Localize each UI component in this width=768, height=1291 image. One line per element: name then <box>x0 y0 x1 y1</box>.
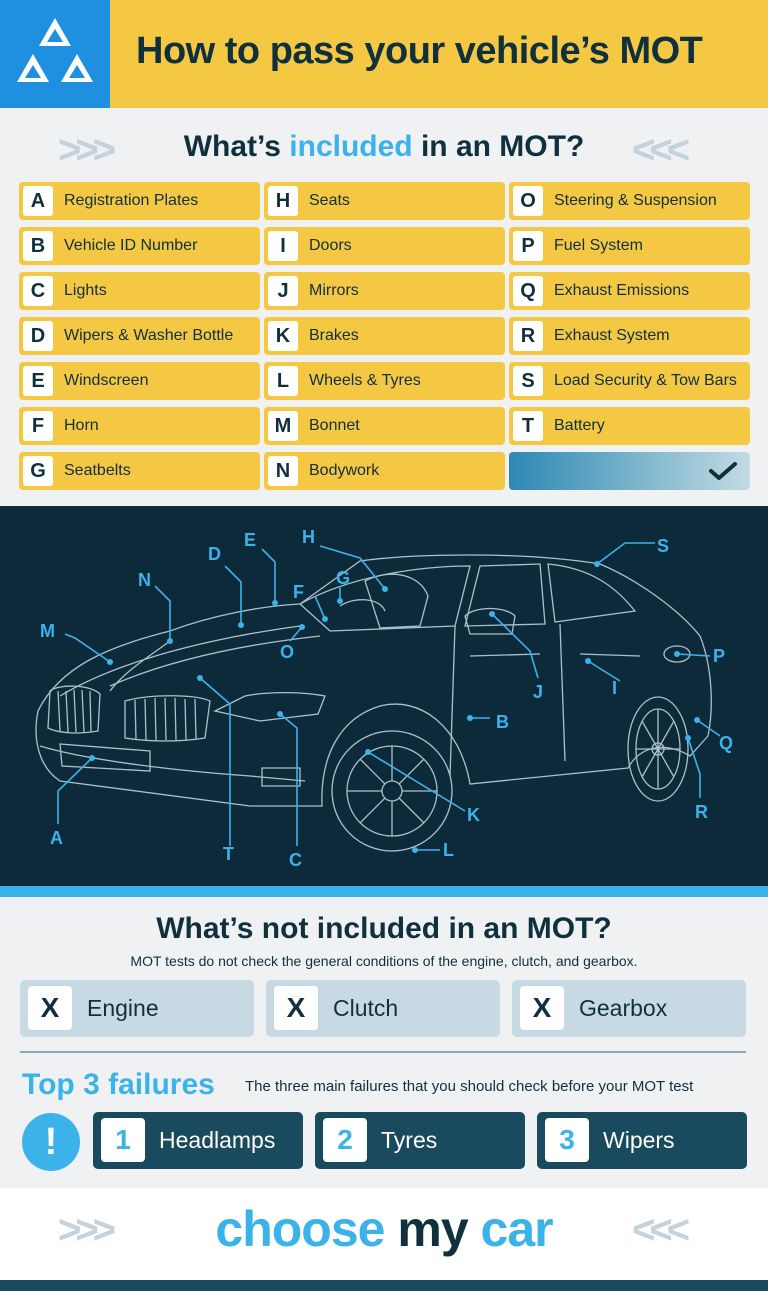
item-label: Horn <box>64 417 99 434</box>
item-label: Fuel System <box>554 237 643 254</box>
checkmark-icon <box>708 461 738 481</box>
included-item <box>19 317 260 355</box>
failure-item <box>93 1112 303 1169</box>
page-title: How to pass your vehicle’s MOT <box>136 30 703 72</box>
car-diagram <box>0 506 768 886</box>
item-label: Bonnet <box>309 417 360 434</box>
chevrons-left-icon: <<< <box>632 128 685 172</box>
diagram-label-o: O <box>280 642 295 662</box>
included-title-pre: What’s <box>183 130 290 163</box>
item-label: Bodywork <box>309 462 380 479</box>
item-letter: A <box>23 186 53 216</box>
item-letter: P <box>513 231 543 261</box>
not-included-label: Clutch <box>333 995 399 1021</box>
included-title-highlight: included <box>289 130 413 163</box>
not-included-title: What’s not included in an MOT? <box>156 912 612 945</box>
item-label: Doors <box>309 237 352 254</box>
diagram-label-p: P <box>713 646 726 666</box>
not-included-item <box>266 980 500 1037</box>
x-mark-icon: X <box>28 986 72 1030</box>
diagram-label-t: T <box>223 844 234 864</box>
item-letter: C <box>23 276 53 306</box>
diagram-label-a: A <box>50 828 63 848</box>
diagram-label-m: M <box>40 621 55 641</box>
chevrons-right-icon: >>> <box>58 128 111 172</box>
diagram-label-l: L <box>443 840 454 860</box>
item-label: Registration Plates <box>64 192 199 209</box>
diagram-label-h: H <box>302 527 315 547</box>
item-label: Windscreen <box>64 372 149 389</box>
diagram-label-n: N <box>138 570 151 590</box>
footer <box>0 1188 768 1280</box>
divider-stripe <box>0 886 768 897</box>
failures-subtitle: The three main failures that you should check before your MOT test <box>245 1078 694 1095</box>
included-title-post: in an MOT? <box>412 130 585 163</box>
included-item <box>509 182 750 220</box>
header-bar <box>0 0 768 108</box>
included-item <box>19 272 260 310</box>
item-label: Vehicle ID Number <box>64 237 198 254</box>
not-included-item <box>512 980 746 1037</box>
item-label: Exhaust Emissions <box>554 282 690 299</box>
brand-word-choose: choose <box>215 1201 398 1257</box>
diagram-label-q: Q <box>719 733 734 753</box>
included-item <box>264 272 505 310</box>
car-illustration <box>0 506 768 886</box>
diagram-label-c: C <box>289 850 302 870</box>
included-item <box>264 182 505 220</box>
item-label: Steering & Suspension <box>554 192 717 209</box>
failures-title: Top 3 failures <box>22 1068 215 1101</box>
item-label: Seatbelts <box>64 462 131 479</box>
not-included-label: Engine <box>87 995 159 1021</box>
diagram-label-d: D <box>208 544 221 564</box>
brand-word-car: car <box>467 1201 553 1257</box>
included-item <box>509 227 750 265</box>
item-label: Seats <box>309 192 350 209</box>
item-letter: N <box>268 456 298 486</box>
mot-triangles-icon <box>11 16 99 90</box>
included-item <box>19 452 260 490</box>
failure-number: 2 <box>323 1118 367 1162</box>
item-letter: M <box>268 411 298 441</box>
included-item <box>509 272 750 310</box>
diagram-label-r: R <box>695 802 708 822</box>
item-letter: H <box>268 186 298 216</box>
not-included-subtitle: MOT tests do not check the general conditions of the engine, clutch, and gearbox. <box>130 953 638 969</box>
item-label: Wipers & Washer Bottle <box>64 327 234 344</box>
item-letter: E <box>23 366 53 396</box>
chevrons-right-icon: >>> <box>58 1208 111 1252</box>
failure-label: Wipers <box>603 1127 675 1153</box>
item-letter: D <box>23 321 53 351</box>
checklist-complete-box <box>509 452 750 490</box>
failure-label: Headlamps <box>159 1127 276 1153</box>
item-label: Wheels & Tyres <box>309 372 421 389</box>
item-letter: B <box>23 231 53 261</box>
item-letter: T <box>513 411 543 441</box>
diagram-label-g: G <box>336 568 351 588</box>
warning-icon: ! <box>22 1113 80 1171</box>
included-item <box>264 227 505 265</box>
item-letter: F <box>23 411 53 441</box>
diagram-label-j: J <box>533 682 544 702</box>
item-label: Battery <box>554 417 605 434</box>
item-letter: O <box>513 186 543 216</box>
item-label: Exhaust System <box>554 327 670 344</box>
item-label: Brakes <box>309 327 359 344</box>
included-item <box>19 362 260 400</box>
diagram-label-k: K <box>467 805 480 825</box>
item-label: Load Security & Tow Bars <box>554 372 737 389</box>
included-item <box>19 407 260 445</box>
bottom-bar <box>0 1280 768 1291</box>
chevrons-left-icon: <<< <box>632 1208 685 1252</box>
item-letter: G <box>23 456 53 486</box>
included-item <box>264 362 505 400</box>
included-item <box>19 182 260 220</box>
x-mark-icon: X <box>520 986 564 1030</box>
failure-number: 3 <box>545 1118 589 1162</box>
item-label: Lights <box>64 282 107 299</box>
failure-label: Tyres <box>381 1127 438 1153</box>
diagram-label-i: I <box>612 678 618 698</box>
item-letter: J <box>268 276 298 306</box>
item-letter: Q <box>513 276 543 306</box>
not-included-item <box>20 980 254 1037</box>
diagram-label-f: F <box>293 582 304 602</box>
not-included-label: Gearbox <box>579 995 668 1021</box>
included-item <box>509 407 750 445</box>
included-item <box>509 362 750 400</box>
item-letter: S <box>513 366 543 396</box>
item-letter: R <box>513 321 543 351</box>
section-divider <box>20 1051 746 1053</box>
failure-item <box>315 1112 525 1169</box>
item-letter: L <box>268 366 298 396</box>
x-mark-icon: X <box>274 986 318 1030</box>
diagram-label-e: E <box>244 530 257 550</box>
included-item <box>264 452 505 490</box>
item-label: Mirrors <box>309 282 359 299</box>
failure-item <box>537 1112 747 1169</box>
diagram-label-b: B <box>496 712 509 732</box>
mot-logo <box>0 0 110 108</box>
included-item <box>509 317 750 355</box>
diagram-label-s: S <box>657 536 670 556</box>
item-letter: I <box>268 231 298 261</box>
brand-word-my: my <box>397 1201 468 1257</box>
included-item <box>264 317 505 355</box>
included-item <box>19 227 260 265</box>
failure-number: 1 <box>101 1118 145 1162</box>
included-item <box>264 407 505 445</box>
item-letter: K <box>268 321 298 351</box>
